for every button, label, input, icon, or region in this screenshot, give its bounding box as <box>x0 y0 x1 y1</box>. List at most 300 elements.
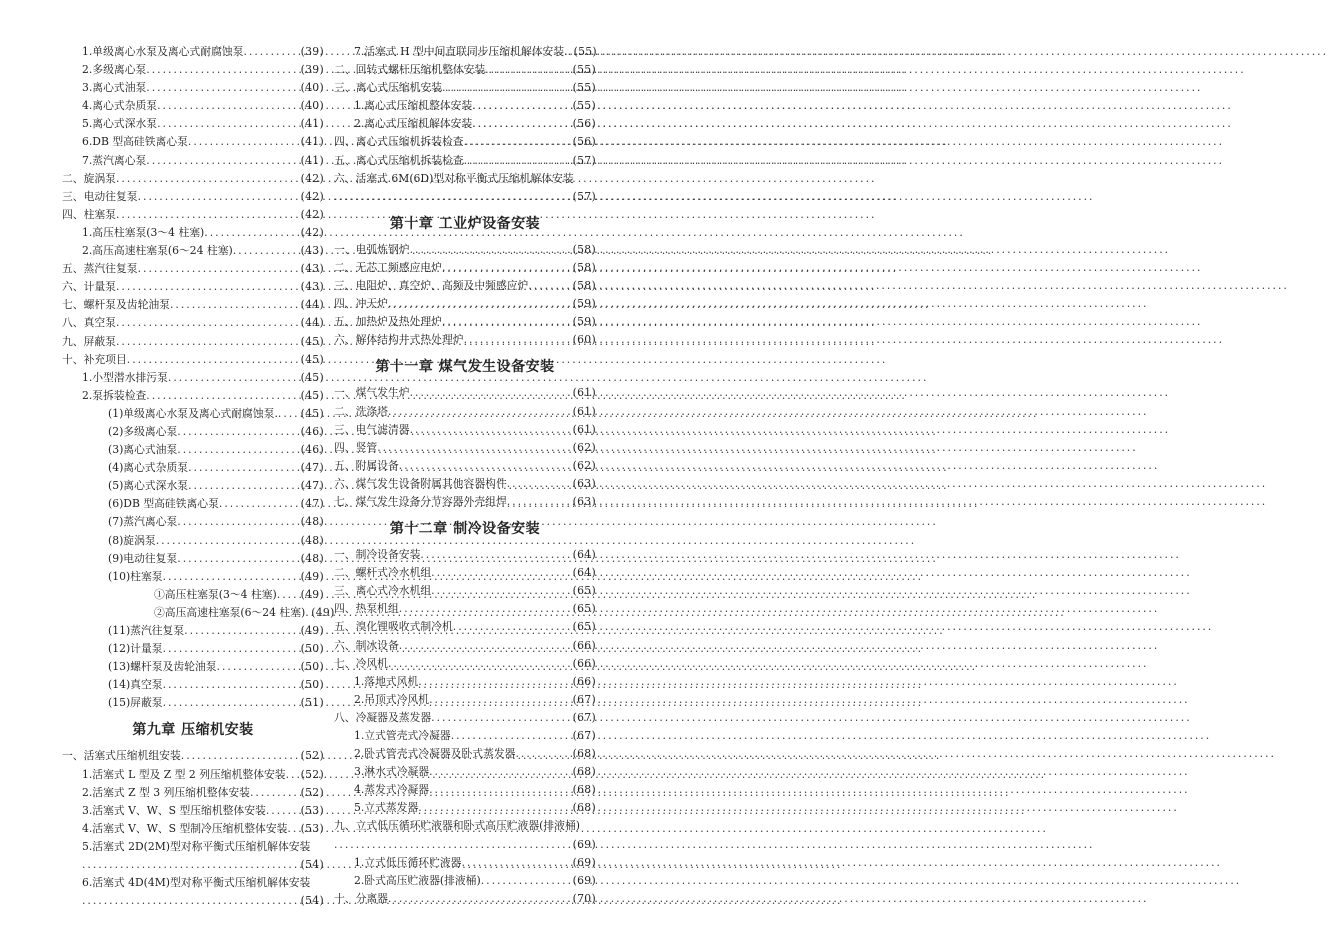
toc-dot-leader <box>184 622 300 640</box>
chapter-title: 第十二章 制冷设备安装 <box>389 521 541 538</box>
toc-page-number: (50) <box>300 642 324 656</box>
toc-entry[interactable] <box>334 709 596 727</box>
toc-dot-leader <box>217 658 301 676</box>
toc-dot-leader <box>188 477 301 495</box>
toc-entry[interactable] <box>62 532 324 550</box>
toc-entry-title: 一、煤气发生炉 <box>334 386 410 400</box>
toc-entry[interactable] <box>334 799 596 817</box>
toc-dot-leader <box>233 242 301 260</box>
toc-entry[interactable] <box>334 546 596 564</box>
toc-page-number: (45) <box>300 388 324 402</box>
chapter-title: 第十章 工业炉设备安装 <box>389 215 541 232</box>
toc-entry-title: 5.立式蒸发器 <box>354 801 419 815</box>
toc-entry[interactable] <box>62 495 324 513</box>
toc-dot-leader <box>177 441 300 459</box>
toc-page-number: (48) <box>300 533 324 547</box>
toc-entry[interactable] <box>62 586 324 604</box>
toc-page-number: (65) <box>572 620 596 634</box>
toc-page-number: (64) <box>572 566 596 580</box>
toc-page-number: (48) <box>300 551 324 565</box>
toc-page-number: (54) <box>300 858 324 872</box>
toc-dot-leader <box>219 495 301 513</box>
toc-dot-leader <box>116 206 301 224</box>
toc-entry[interactable] <box>334 872 596 890</box>
toc-dot-leader <box>388 403 573 421</box>
toc-entry-title: (11)蒸汽往复泵 <box>108 624 185 637</box>
toc-entry[interactable] <box>334 817 596 835</box>
toc-entry-title: 2.卧式高压贮液器(排液桶) <box>354 873 481 887</box>
toc-page-number: (65) <box>572 602 596 616</box>
toc-dot-leader <box>442 313 573 331</box>
toc-entry[interactable] <box>62 622 324 640</box>
toc-entry-title: 四、冲天炉 <box>334 297 388 311</box>
toc-entry[interactable] <box>334 582 596 600</box>
toc-entry-title: (4)离心式杂质泵 <box>108 461 189 475</box>
toc-entry[interactable] <box>334 277 596 295</box>
toc-page-number: (41) <box>300 117 324 131</box>
toc-entry[interactable] <box>334 781 596 799</box>
toc-entry[interactable] <box>62 802 324 820</box>
toc-entry-title: (2)多级离心泵 <box>108 424 178 438</box>
toc-page-number: (65) <box>572 584 596 598</box>
toc-entry-title: 十、分离器 <box>334 891 388 905</box>
toc-entry-title: (13)螺杆泵及齿轮油泵 <box>108 660 217 674</box>
toc-entry-title: 七、煤气发生设备分节容器外壳组焊 <box>334 494 507 508</box>
toc-dot-leader <box>188 133 301 151</box>
toc-entry-title: ②高压高速柱塞泵(6～24 柱塞) <box>154 605 306 619</box>
toc-page-number: (43) <box>300 280 324 294</box>
toc-entry[interactable] <box>334 421 596 439</box>
toc-dot-leader <box>431 709 572 727</box>
toc-entry[interactable] <box>62 694 324 712</box>
toc-page-number: (40) <box>300 81 324 95</box>
toc-entry[interactable] <box>334 439 596 457</box>
toc-entry[interactable] <box>62 856 324 874</box>
toc-entry-title: 6.活塞式 4D(4M)型对称平衡式压缩机解体安装 <box>82 876 311 890</box>
toc-entry[interactable] <box>62 260 324 278</box>
toc-entry[interactable] <box>62 43 324 61</box>
toc-entry[interactable] <box>334 188 596 206</box>
toc-entry-title: 7.蒸汽离心泵 <box>82 153 147 167</box>
toc-entry[interactable] <box>334 691 596 709</box>
toc-dot-leader <box>410 421 573 439</box>
toc-entry[interactable] <box>62 405 324 423</box>
toc-entry[interactable] <box>334 475 596 493</box>
toc-entry-title: 四、竖管 <box>334 440 378 454</box>
toc-page-number: (53) <box>300 821 324 835</box>
toc-entry[interactable] <box>62 550 324 568</box>
toc-page-number: (54) <box>300 894 324 908</box>
toc-dot-leader <box>243 43 300 61</box>
toc-entry-title: 3.活塞式 V、W、S 型压缩机整体安装 <box>82 803 266 817</box>
toc-entry[interactable] <box>334 836 596 854</box>
toc-entry-title: 5.离心式深水泵 <box>82 117 158 131</box>
toc-page-number: (46) <box>300 443 324 457</box>
toc-page-number: (68) <box>572 801 596 815</box>
toc-dot-leader <box>418 799 572 817</box>
toc-entry-title: (9)电动往复泵 <box>108 551 178 565</box>
toc-page-number: (40) <box>300 99 324 113</box>
toc-entry-title: 二、洗涤塔 <box>334 404 388 418</box>
toc-entry-title: 7.活塞式 H 型中间直联同步压缩机解体安装. <box>354 45 568 58</box>
toc-dot-leader <box>472 97 572 115</box>
toc-entry[interactable] <box>62 369 324 387</box>
toc-page-number: (44) <box>300 316 324 330</box>
toc-dot-leader <box>278 405 301 423</box>
toc-page-number: (45) <box>300 334 324 348</box>
toc-entry-title: 五、溴化锂吸收式制冷机 <box>334 620 453 634</box>
toc-entry-title: 1.离心式压缩机整体安装 <box>354 99 473 113</box>
toc-entry[interactable] <box>62 874 324 892</box>
toc-dot-leader <box>163 694 301 712</box>
toc-entry-title: 2.泵拆装检查 <box>82 388 147 402</box>
toc-page-number: (70) <box>572 891 596 905</box>
toc-entry[interactable] <box>62 513 324 531</box>
toc-entry[interactable] <box>62 115 324 133</box>
toc-dot-leader <box>277 586 301 604</box>
toc-dot-leader <box>420 546 572 564</box>
toc-page-number: (42) <box>300 207 324 221</box>
toc-entry[interactable] <box>62 459 324 477</box>
toc-dot-leader <box>377 439 572 457</box>
toc-page-number: (61) <box>572 422 596 436</box>
toc-right-column <box>334 43 596 908</box>
toc-entry-title: 1.落地式风机 <box>354 674 419 688</box>
toc-page-number: (61) <box>572 386 596 400</box>
toc-entry[interactable] <box>334 403 596 421</box>
toc-dot-leader <box>138 188 301 206</box>
toc-entry-title: 3.淋水式冷凝器 <box>354 765 430 779</box>
toc-dot-leader <box>116 333 301 351</box>
toc-entry[interactable] <box>334 745 596 763</box>
toc-dot-leader <box>157 97 301 115</box>
toc-dot-leader <box>388 655 573 673</box>
toc-entry-title: (5)离心式深水泵 <box>108 479 189 493</box>
toc-entry-title: 三、电阻炉、真空炉、高频及中频感应炉 <box>334 279 529 293</box>
toc-entry[interactable] <box>334 133 596 151</box>
toc-page-number: (55) <box>572 99 596 113</box>
toc-entry-title: 七、冷风机 <box>334 656 388 670</box>
toc-page-number: (67) <box>572 710 596 724</box>
toc-dot-leader <box>266 802 301 820</box>
toc-dot-leader <box>418 673 572 691</box>
toc-dot-leader <box>528 277 572 295</box>
toc-dot-leader <box>464 133 573 151</box>
toc-entry-title: 二、回转式螺杆压缩机整体安装 <box>334 63 486 77</box>
toc-entry-title: 2.多级离心泵 <box>82 63 147 77</box>
toc-entry-title: 五、蒸汽往复泵 <box>62 262 138 276</box>
toc-page-number: (56) <box>572 135 596 149</box>
toc-entry[interactable] <box>62 224 324 242</box>
toc-entry[interactable] <box>62 676 324 694</box>
toc-entry[interactable] <box>62 188 324 206</box>
toc-entry-title: 六、解体结构井式热处理炉 <box>334 333 464 347</box>
toc-page-number: (55) <box>572 81 596 95</box>
toc-entry[interactable] <box>62 206 324 224</box>
toc-entry-title: 四、离心式压缩机拆装检查 <box>334 135 464 149</box>
toc-dot-leader <box>429 691 573 709</box>
toc-page-number: (49) <box>311 605 335 619</box>
toc-entry-title: (1)单级离心水泵及离心式耐腐蚀泵. <box>108 406 278 420</box>
toc-dot-leader <box>127 351 301 369</box>
toc-dot-leader <box>472 115 572 133</box>
toc-dot-leader <box>464 152 573 170</box>
toc-entry[interactable] <box>62 314 324 332</box>
toc-entry-title: 5.活塞式 2D(2M)型对称平衡式压缩机解体安装 <box>82 839 311 853</box>
toc-entry[interactable] <box>334 97 596 115</box>
toc-page-number: (49) <box>300 569 324 583</box>
toc-entry-title: 七、螺杆泵及齿轮油泵 <box>62 298 170 312</box>
toc-page-number: (48) <box>300 515 324 529</box>
toc-entry[interactable] <box>62 658 324 676</box>
toc-entry[interactable] <box>334 152 596 170</box>
toc-page-number: (41) <box>300 135 324 149</box>
toc-page-number: (49) <box>300 587 324 601</box>
toc-page-number: (45) <box>300 406 324 420</box>
toc-entry[interactable] <box>334 854 596 872</box>
toc-page-number: (62) <box>572 440 596 454</box>
toc-entry[interactable] <box>334 637 596 655</box>
toc-page-number: (69) <box>572 855 596 869</box>
toc-dot-leader <box>429 781 573 799</box>
toc-entry-title: 2.卧式管壳式冷凝器及卧式蒸发器 <box>354 747 516 761</box>
toc-page-number: (42) <box>300 189 324 203</box>
toc-entry[interactable] <box>62 766 324 784</box>
toc-entry[interactable] <box>334 618 596 636</box>
toc-entry-title: (10)柱塞泵 <box>108 569 163 583</box>
toc-page-number: (41) <box>300 153 324 167</box>
toc-dot-leader <box>399 600 573 618</box>
toc-entry-title: 4.活塞式 V、W、S 型制冷压缩机整体安装 <box>82 821 288 835</box>
toc-entry[interactable] <box>334 170 596 188</box>
toc-entry[interactable] <box>334 763 596 781</box>
toc-entry[interactable] <box>62 423 324 441</box>
toc-entry-title: 五、加热炉及热处理炉 <box>334 315 442 329</box>
toc-entry-title: 1.立式管壳式冷凝器 <box>354 729 451 742</box>
toc-page-number: (39) <box>300 45 324 58</box>
toc-page-number: (57) <box>572 153 596 167</box>
toc-entry-title: 四、热泵机组 <box>334 602 399 616</box>
toc-page-number: (39) <box>300 63 324 77</box>
toc-dot-leader <box>156 532 301 550</box>
toc-page-number: (68) <box>572 783 596 797</box>
toc-entry[interactable] <box>62 387 324 405</box>
toc-page-number: (50) <box>300 678 324 692</box>
toc-entry[interactable] <box>62 79 324 97</box>
chapter-title: 第十一章 煤气发生设备安装 <box>375 359 555 376</box>
toc-page-number: (51) <box>300 696 324 710</box>
toc-dot-leader <box>481 872 573 890</box>
toc-page-number: (63) <box>572 494 596 508</box>
toc-dot-leader <box>116 170 301 188</box>
toc-entry-title: 三、离心式压缩机安装 <box>334 81 442 95</box>
toc-entry[interactable] <box>62 170 324 188</box>
toc-page-number: (69) <box>572 837 596 851</box>
toc-entry[interactable] <box>334 493 596 511</box>
toc-dot-leader <box>177 550 300 568</box>
toc-entry-title: ①高压柱塞泵(3～4 柱塞) <box>154 587 277 601</box>
toc-entry-title: 2.离心式压缩机解体安装 <box>354 117 473 131</box>
toc-dot-leader <box>334 188 573 206</box>
toc-dot-leader <box>451 727 573 745</box>
toc-page-number: (62) <box>572 458 596 472</box>
toc-entry[interactable] <box>62 747 324 765</box>
toc-dot-leader <box>286 766 301 784</box>
toc-entry[interactable] <box>62 477 324 495</box>
toc-entry[interactable] <box>62 441 324 459</box>
toc-entry-title: 八、冷凝器及蒸发器 <box>334 710 432 724</box>
toc-entry[interactable] <box>62 568 324 586</box>
toc-page-number: (52) <box>300 749 324 763</box>
toc-entry[interactable] <box>334 600 596 618</box>
toc-dot-leader <box>146 79 300 97</box>
toc-entry[interactable] <box>334 61 596 79</box>
toc-entry[interactable] <box>62 604 335 622</box>
toc-entry-title: 二、无芯工频感应电炉 <box>334 260 442 274</box>
toc-page-number: (47) <box>300 479 324 493</box>
toc-page-number: (55) <box>573 45 597 58</box>
toc-entry[interactable] <box>334 331 596 349</box>
toc-dot-leader <box>464 331 573 349</box>
toc-dot-leader <box>250 784 301 802</box>
toc-page-number: (44) <box>300 298 324 312</box>
toc-entry-title: 1.活塞式 L 型及 Z 型 2 列压缩机整体安装 <box>82 767 286 781</box>
toc-page-number: (58) <box>572 260 596 274</box>
toc-entry-title: 3.离心式油泵 <box>82 81 147 95</box>
toc-page-number: (67) <box>572 729 596 742</box>
toc-dot-leader <box>146 152 300 170</box>
toc-entry-title: 六、活塞式 6M(6D)型对称平衡式压缩机解体安装 <box>334 171 574 185</box>
toc-page-number: (66) <box>572 656 596 670</box>
toc-page-number: (63) <box>572 476 596 490</box>
toc-page-number: (68) <box>572 747 596 761</box>
toc-entry[interactable] <box>334 457 596 475</box>
toc-entry[interactable] <box>62 640 324 658</box>
toc-dot-leader <box>177 423 300 441</box>
toc-page-number: (45) <box>300 352 324 366</box>
toc-dot-leader <box>116 314 301 332</box>
toc-entry-title: 六、制冰设备 <box>334 638 399 652</box>
toc-page-number: (69) <box>572 873 596 887</box>
toc-entry-title: (7)蒸汽离心泵 <box>108 515 178 529</box>
toc-dot-leader <box>442 79 573 97</box>
toc-entry[interactable] <box>334 313 596 331</box>
toc-dot-leader <box>188 459 301 477</box>
toc-dot-leader <box>399 637 573 655</box>
toc-entry-title: 4.蒸发式冷凝器 <box>354 783 430 797</box>
toc-entry-title: 二、螺杆式冷水机组 <box>334 566 432 580</box>
toc-entry-title: 2.高压高速柱塞泵(6～24 柱塞) <box>82 244 233 258</box>
toc-entry[interactable] <box>334 115 596 133</box>
toc-dot-leader <box>334 836 573 854</box>
toc-page-number: (66) <box>572 674 596 688</box>
toc-dot-leader <box>163 568 301 586</box>
toc-entry[interactable] <box>334 241 596 259</box>
toc-entry-title: 1.小型潜水排污泵 <box>82 370 168 384</box>
toc-entry[interactable] <box>62 296 324 314</box>
toc-page-number: (58) <box>572 279 596 293</box>
toc-dot-leader <box>146 61 300 79</box>
toc-entry[interactable] <box>334 295 596 313</box>
toc-dot-leader <box>116 278 301 296</box>
toc-entry[interactable] <box>62 820 324 838</box>
toc-page-number: (53) <box>300 803 324 817</box>
toc-dot-leader <box>461 854 572 872</box>
toc-entry-title: 2.活塞式 Z 型 3 列压缩机整体安装 <box>82 785 250 799</box>
toc-entry-title: 五、附属设备 <box>334 458 399 472</box>
toc-entry-title: 五、离心式压缩机拆装检查 <box>334 153 464 167</box>
toc-entry-title: 十、补充项目 <box>62 352 127 366</box>
toc-entry[interactable] <box>62 152 324 170</box>
toc-page-number: (66) <box>572 638 596 652</box>
toc-entry[interactable] <box>62 61 324 79</box>
toc-entry[interactable] <box>62 351 324 369</box>
toc-dot-leader <box>453 618 573 636</box>
toc-entry[interactable] <box>62 838 324 856</box>
toc-entry[interactable] <box>334 890 596 908</box>
toc-dot-leader <box>485 61 572 79</box>
toc-page-number: (61) <box>572 404 596 418</box>
toc-entry-title: 九、立式低压循环贮液器和卧式高压贮液器(排液桶) <box>334 819 580 833</box>
toc-entry-title: 1.单级离心水泵及离心式耐腐蚀泵 <box>82 45 244 58</box>
toc-entry[interactable] <box>334 564 596 582</box>
toc-entry[interactable] <box>334 655 596 673</box>
toc-entry[interactable] <box>334 259 596 277</box>
toc-dot-leader <box>410 241 573 259</box>
toc-dot-leader <box>163 676 301 694</box>
chapter-title: 第九章 压缩机安装 <box>132 722 254 739</box>
toc-entry-title: 一、电弧炼钢炉 <box>334 242 410 256</box>
toc-dot-leader <box>146 387 300 405</box>
toc-entry[interactable] <box>334 727 596 745</box>
toc-entry[interactable] <box>62 242 324 260</box>
toc-dot-leader <box>399 457 573 475</box>
toc-page-number: (42) <box>300 171 324 185</box>
toc-dot-leader <box>82 856 301 874</box>
toc-entry[interactable] <box>334 673 596 691</box>
toc-page-number: (68) <box>572 765 596 779</box>
toc-entry[interactable] <box>62 333 324 351</box>
toc-entry-title: 1.高压柱塞泵(3～4 柱塞) <box>82 225 205 239</box>
toc-entry-title: (3)离心式油泵 <box>108 443 178 457</box>
toc-entry[interactable] <box>62 892 324 910</box>
toc-page-number: (52) <box>300 767 324 781</box>
toc-page-number: (46) <box>300 424 324 438</box>
toc-entry-title: 三、电动往复泵 <box>62 189 138 203</box>
toc-dot-leader <box>82 892 301 910</box>
toc-entry-title: 2.吊顶式冷风机 <box>354 692 430 706</box>
toc-entry-title: 4.离心式杂质泵 <box>82 99 158 113</box>
toc-dot-leader <box>168 369 301 387</box>
toc-entry[interactable] <box>62 784 324 802</box>
toc-page-number: (55) <box>572 63 596 77</box>
toc-page-number: (56) <box>572 117 596 131</box>
toc-entry[interactable] <box>62 278 324 296</box>
toc-entry[interactable] <box>62 97 324 115</box>
toc-entry-title: (8)旋涡泵 <box>108 533 156 547</box>
toc-entry[interactable] <box>62 133 324 151</box>
toc-entry-title: 三、电气滤清器 <box>334 422 410 436</box>
toc-page-number: (43) <box>300 262 324 276</box>
toc-dot-leader <box>163 640 301 658</box>
toc-entry-title: (12)计量泵 <box>108 642 163 656</box>
toc-entry[interactable] <box>334 384 596 402</box>
toc-entry[interactable] <box>334 43 596 61</box>
toc-page-number: (50) <box>300 660 324 674</box>
toc-entry-title: 一、制冷设备安装 <box>334 548 421 562</box>
toc-entry-title: 六、煤气发生设备附属其他容器构件 <box>334 476 507 490</box>
toc-entry[interactable] <box>334 79 596 97</box>
